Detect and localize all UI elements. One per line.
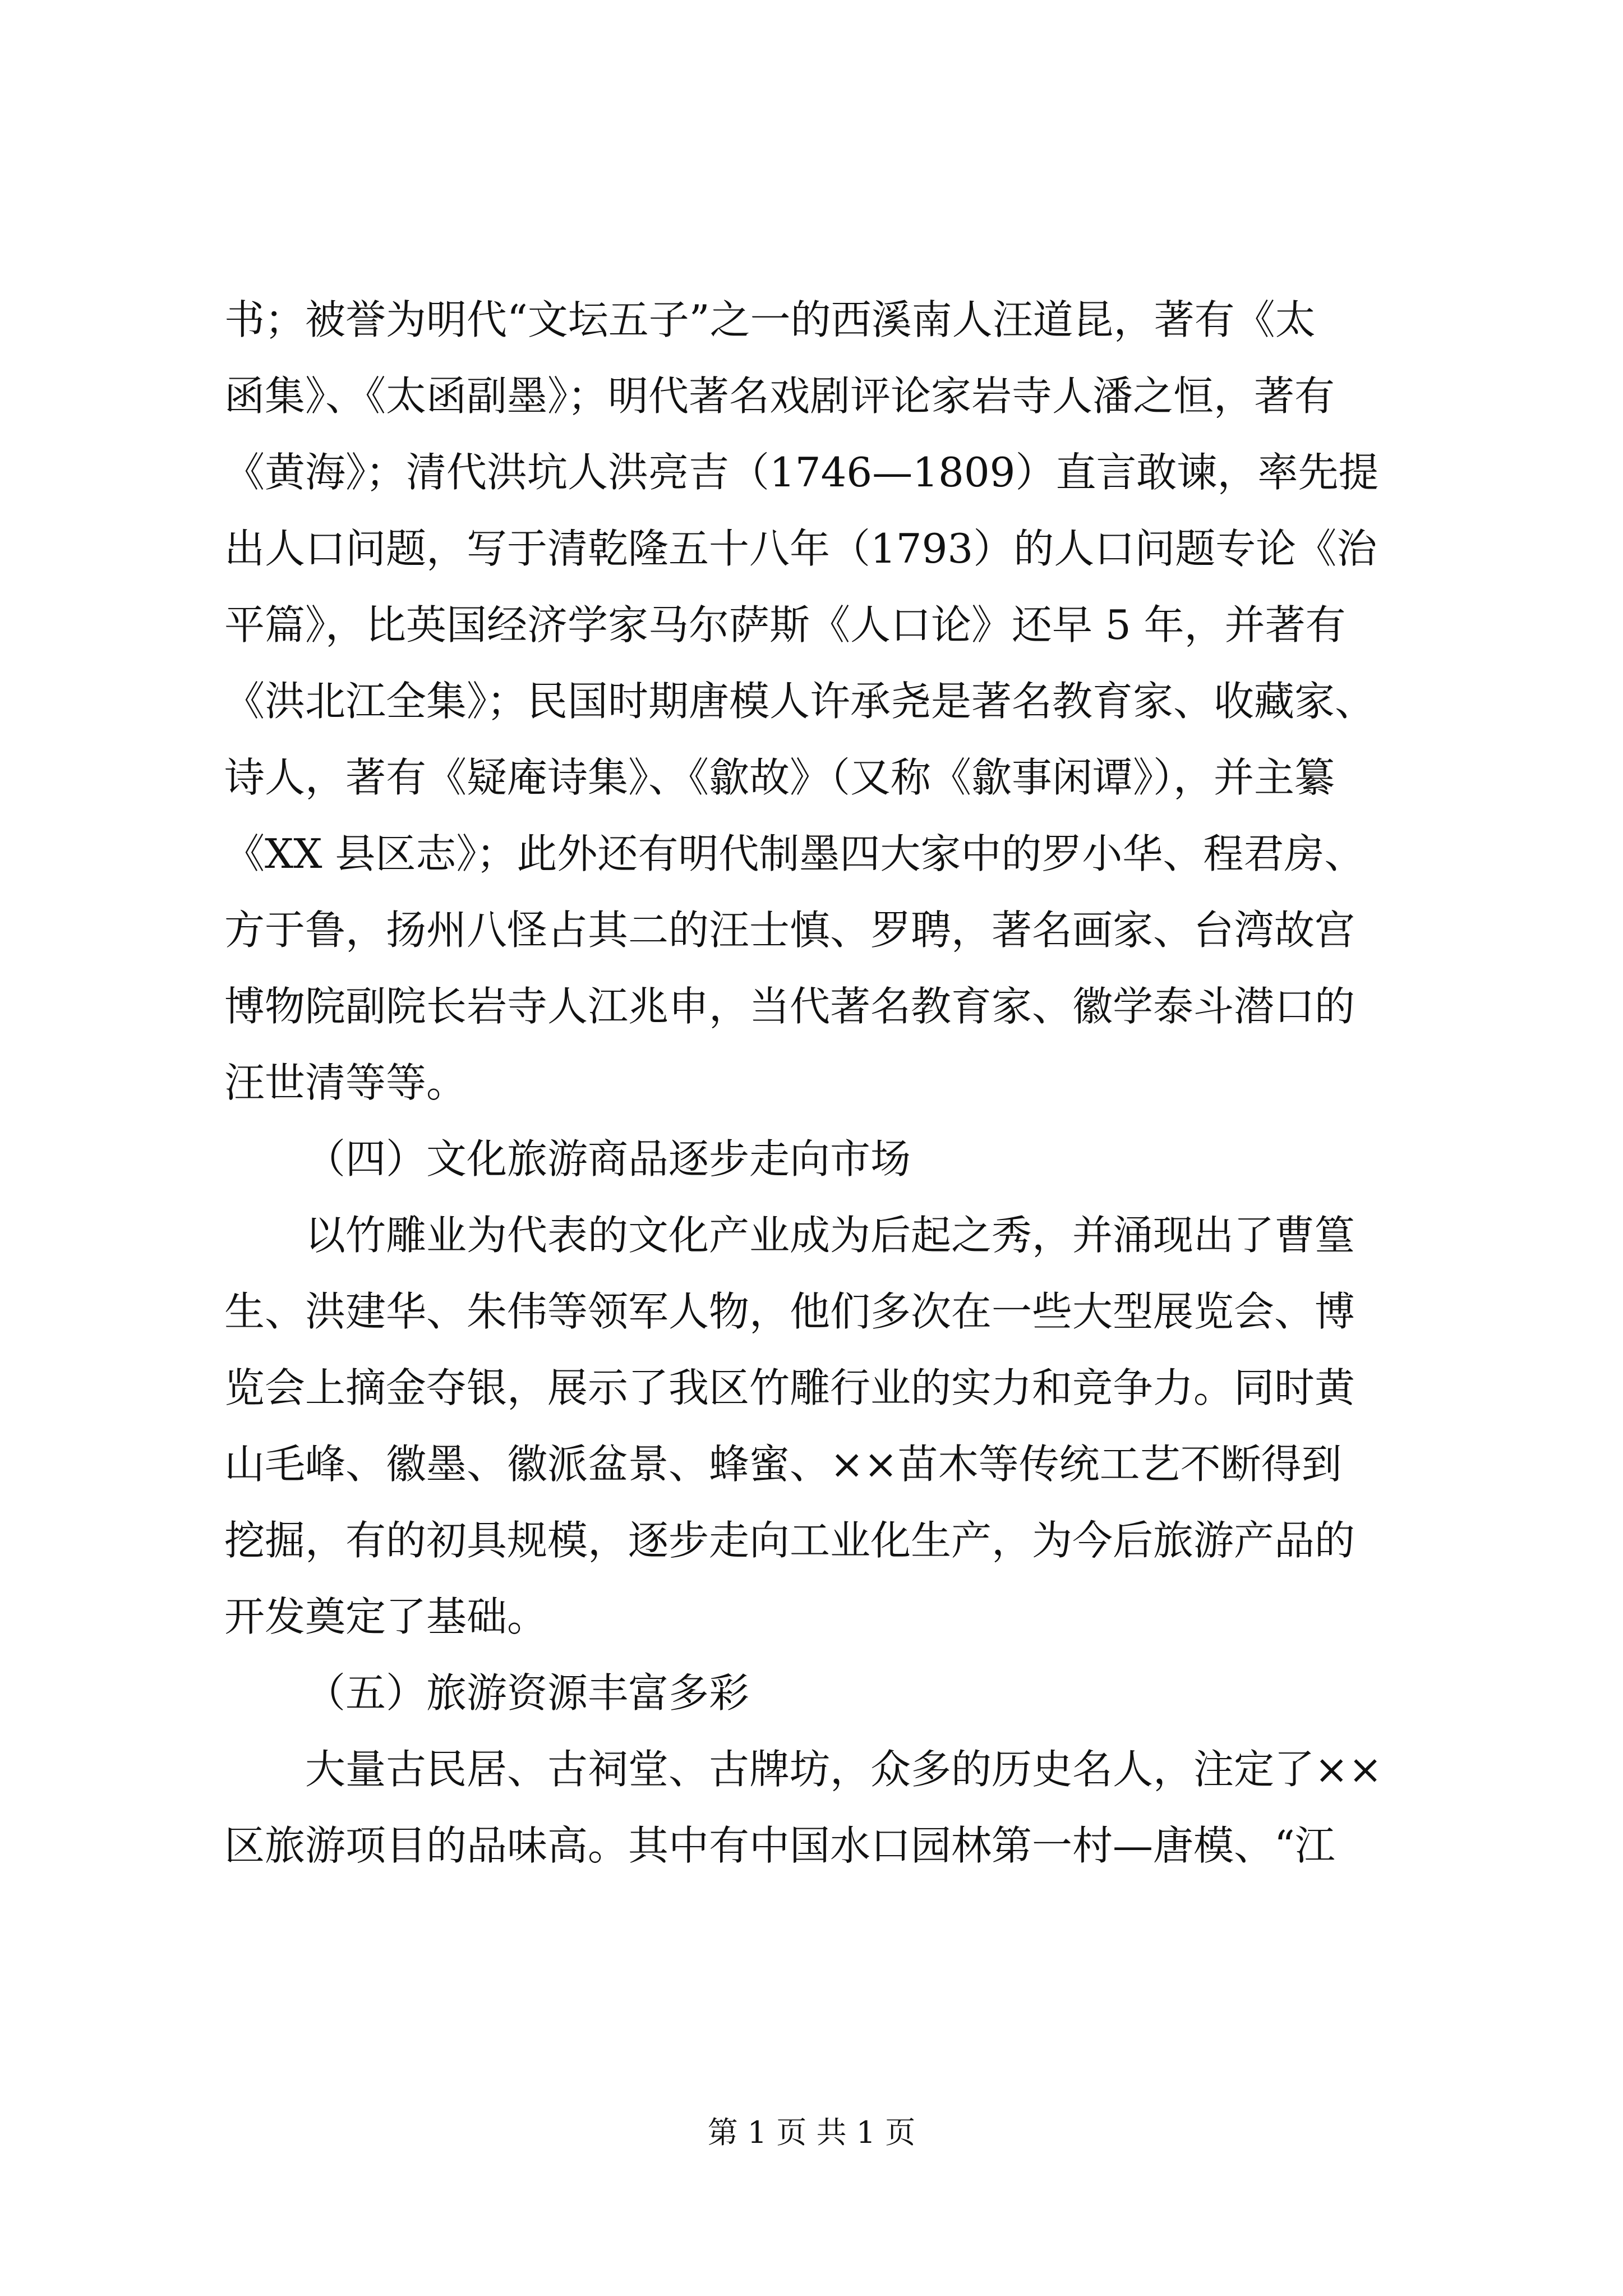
text-line: 出人口问题，写于清乾隆五十八年（1793）的人口问题专论《治 <box>224 525 1377 572</box>
text-line: 《黄海》；清代洪坑人洪亮吉（1746—1809）直言敢谏，率先提 <box>224 449 1379 496</box>
text-line: 大量古民居、古祠堂、古牌坊，众多的历史名人，注定了×× <box>305 1746 1382 1793</box>
text-line: 汪世清等等。 <box>224 1059 467 1106</box>
text-line: 生、洪建华、朱伟等领军人物，他们多次在一些大型展览会、博 <box>224 1288 1355 1335</box>
text-line: 平篇》，比英国经济学家马尔萨斯《人口论》还早 5 年，并著有 <box>224 601 1346 648</box>
text-line: 博物院副院长岩寺人江兆申，当代著名教育家、徽学泰斗潜口的 <box>224 983 1355 1030</box>
text-line: 以竹雕业为代表的文化产业成为后起之秀，并涌现出了曹篁 <box>305 1212 1355 1259</box>
text-line: 区旅游项目的品味高。其中有中国水口园林第一村—唐模、“江 <box>224 1822 1335 1869</box>
text-line: 书；被誉为明代“文坛五子”之一的西溪南人汪道昆，著有《太 <box>224 296 1316 343</box>
text-line: 开发奠定了基础。 <box>224 1593 548 1640</box>
text-line: 览会上摘金夺银，展示了我区竹雕行业的实力和竞争力。同时黄 <box>224 1364 1355 1411</box>
text-line: 诗人，著有《疑庵诗集》、《歙故》（又称《歙事闲谭》），并主纂 <box>224 754 1335 801</box>
text-line: 方于鲁，扬州八怪占其二的汪士慎、罗聘，著名画家、台湾故宫 <box>224 907 1355 954</box>
text-line: 挖掘，有的初具规模，逐步走向工业化生产，为今后旅游产品的 <box>224 1517 1355 1564</box>
section-heading: （四）文化旅游商品逐步走向市场 <box>305 1135 911 1182</box>
text-line: 山毛峰、徽墨、徽派盆景、蜂蜜、××苗木等传统工艺不断得到 <box>224 1441 1342 1488</box>
text-line: 函集》、《太函副墨》；明代著名戏剧评论家岩寺人潘之恒，著有 <box>224 372 1335 420</box>
section-heading: （五）旅游资源丰富多彩 <box>305 1669 750 1717</box>
text-line: 《洪北江全集》；民国时期唐模人许承尧是著名教育家、收藏家、 <box>224 678 1376 725</box>
text-line: 《XX 县区志》；此外还有明代制墨四大家中的罗小华、程君房、 <box>224 830 1365 877</box>
page-footer: 第 1 页 共 1 页 <box>707 2115 916 2150</box>
